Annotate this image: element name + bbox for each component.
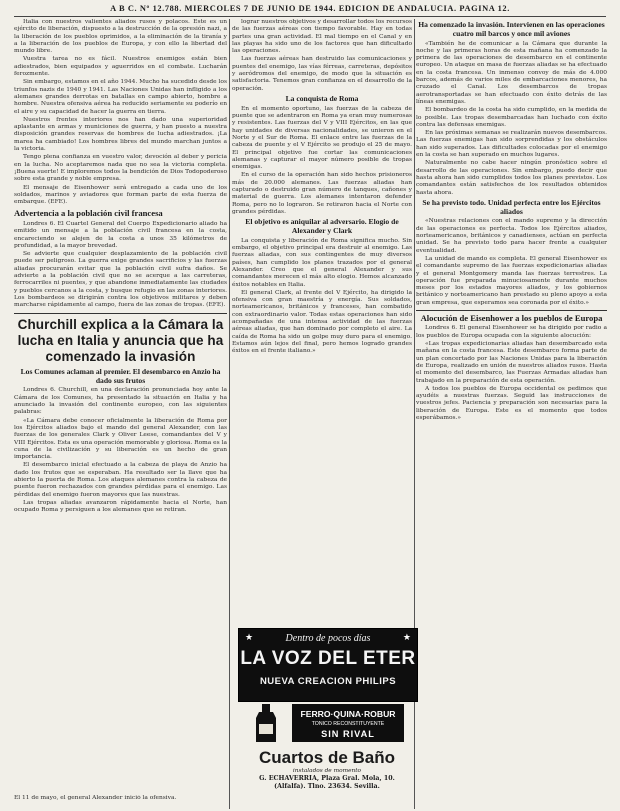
paragraph: A todos los pueblos de Europa occidental os pedimos que ayudéis a nuestras fuerzas. Seguid las instrucciones de vuestros jefes. Paciencia y preparación son necesarias para la liberación de Europa. Este es el momento que todos esperábamos.» bbox=[416, 385, 607, 422]
section-heading: Se ha previsto todo. Unidad perfecta entre los Ejércitos aliados bbox=[422, 197, 601, 216]
page-header: A B C. Nº 12.788. MIERCOLES 7 DE JUNIO DE 1944. EDICION DE ANDALUCIA. PAGINA 12. bbox=[14, 4, 606, 17]
paragraph: El mensaje de Eisenhower será entregado a cada uno de los soldados, marinos y aviadores que forman parte de esta fuerza de embarque. (EFE). bbox=[14, 184, 227, 206]
radio-advertisement bbox=[238, 628, 418, 702]
ad-tonic-line2: TONICO RECONSTITUYENTE bbox=[311, 721, 385, 727]
paragraph: «La Cámara debe conocer oficialmente la liberación de Roma por los Ejércitos aliados bajo el mando del general Alexander, con las fuerzas de los generales Clark y Oliver Leese, comandantes del V y VIII Ejércitos. Esta es una operación memorable y gloriosa. Roma es la cuna de la civilización y su liberación es un hecho de gran importancia. bbox=[14, 417, 227, 461]
paragraph: Italia con nuestros valientes aliados rusos y polacos. Este es un ejército de liberación, dispuesto a la destrucción de la opresión nazi, a la liberación de los pueblos oprimidos, a la eliminación de la tiranía y a la liberación de los pueblos de Europa, y con ello la libertad del mundo libre. bbox=[14, 19, 227, 55]
paragraph: El bombardeo de la costa ha sido cumplido, en la medida de lo posible. Las tropas desembarcadas han luchado con éxito contra las defensas enemigas. bbox=[416, 107, 607, 128]
subheadline: Los Comunes aclaman al premier. El desembarco en Anzio ha dado sus frutos bbox=[20, 366, 221, 385]
paragraph: «También he de comunicar a la Cámara que durante la noche y las primeras horas de esta mañana ha comenzado la primera de las operaciones de desembarco en el continente europeo. Un ataque en masa de fuerzas aliadas se ha efectuado en la costa francesa. Un inmenso convoy de más de 4.000 barcos, además de varios miles de embarcaciones menores, ha cruzado el Canal. Los desembarcos de tropas aerotransportadas se han efectuado con éxito detrás de las líneas enemigas. bbox=[416, 40, 607, 105]
paragraph: Tengo plena confianza en vuestro valor, devoción al deber y pericia en la lucha. No aceptaremos nada que no sea la victoria completa. ¡Buena suerte! E imploremos todos la bendición de Dios Todopoderoso sobre esta grande y noble empresa. bbox=[14, 154, 227, 183]
paragraph: Se advierte que cualquier desplazamiento de la población civil puede ser peligroso. La guerra exige grandes sacrificios y las fuerzas aliadas procurarán evitar que la población civil sufra daños. Se advierte a la población civil que no se acerque a las carreteras, ferrocarriles ni puentes, y que abandone inmediatamente las ciudades y pueblos cercanos a la costa, y busque refugio en las zonas interiores. Los bombardeos se dirigirán contra los objetivos militares y deben marcharse rápidamente al campo, fuera de las zonas de tropas. (EFE). bbox=[14, 251, 227, 309]
section-heading: El objetivo es aniquilar al adversario. Elogio de Alexander y Clark bbox=[245, 217, 399, 236]
paragraph: Londres 6. El general Eisenhower se ha dirigido por radio a los pueblos de Europa ocupada con la siguiente alocución: bbox=[416, 325, 607, 339]
ad-radio-line3: NUEVA CREACION PHILIPS bbox=[259, 676, 397, 687]
bottom-text: El 11 de mayo, el general Alexander inició la ofensiva. bbox=[14, 795, 177, 801]
article-heading: Advertencia a la población civil francesa bbox=[14, 208, 163, 219]
ad-tonic-line1: FERRO·QUINA·ROBUR bbox=[300, 709, 396, 719]
paragraph: Las tropas aliadas avanzaron rápidamente hacia el Norte, han ocupado Roma y persiguen a los alemanes que se retiran. bbox=[14, 499, 227, 514]
paragraph: El desembarco inicial efectuado a la cabeza de playa de Anzio ha dado los frutos que se esperaban. Ha resultado ser la llave que ha abierto la puerta de Roma. Los ataques alemanes contra la cabeza de puente fueron rechazados con grandes pérdidas para el enemigo. Las pérdidas del enemigo fueron mayores que las nuestras. bbox=[14, 462, 227, 498]
tonic-advertisement bbox=[292, 704, 404, 742]
section-heading: La conquista de Roma bbox=[285, 93, 359, 103]
paragraph: Naturalmente no cabe hacer ningún pronóstico sobre el desarrollo de las operaciones. Sin embargo, puedo decir que hasta ahora han sido cumplidos todos los planes previstos. Los comandantes están satisfechos de los resultados obtenidos hasta ahora. bbox=[416, 160, 607, 196]
ad-bath-line2: (Alfalfa). Tlno. 23634. Sevilla. bbox=[274, 783, 380, 790]
section-heading: Ha comenzado la invasión. Intervienen en las operaciones cuatro mil barcos y once mil aviones bbox=[418, 20, 605, 38]
paragraph: «Nuestras relaciones con el mando supremo y la dirección de las operaciones es perfecta. Todos los Ejércitos aliados, norteamericanos, británicos y canadienses, actúan en perfecta unidad. Se ha previsto todo para hacer frente a cualquier eventualidad. bbox=[416, 218, 607, 254]
paragraph: Nuestros frentes interiores nos han dado una superioridad aplastante en armas y municiones de guerra, y han puesto a nuestra disposición grandes reservas de hombres de lucha adiestrados. ¡La marea ha cambiado! Los hombres libres del mundo marchan juntos a la victoria. bbox=[14, 116, 227, 153]
ad-bath-line1: G. ECHAVERRIA, Plaza Gral. Mola, 10. bbox=[259, 775, 395, 782]
star-icon: ★ bbox=[402, 633, 411, 643]
paragraph: Londres 6. Churchill, en una declaración pronunciada hoy ante la Cámara de los Comunes, ha presentado la situación en Italia y ha anunciado la invasión del continente europeo, con las siguientes palabras: bbox=[14, 387, 227, 416]
column-1 bbox=[14, 19, 227, 809]
ad-bath-sub: instalados de momento bbox=[292, 768, 362, 774]
paragraph: lograr nuestros objetivos y desarrollar todos los recursos de las fuerzas aéreas con tiempo favorable. Hay en todas partes una gran actividad. El mal tiempo en el Canal y en las playas ha sido uno de los factores que han dificultado las operaciones. bbox=[232, 19, 412, 55]
paragraph: La conquista y liberación de Roma significa mucho. Sin embargo, el objetivo principal era destruir al enemigo. Las fuerzas aliadas, con sus contingentes de muy diversos países, han cumplido los planes trazados por el general Alexander. Creo que el general Alexander y sus comandantes merecen el más alto elogio. Hemos alcanzado éxitos notables en Italia. bbox=[232, 237, 412, 288]
column-3 bbox=[416, 19, 607, 809]
article-heading: Alocución de Eisenhower a los pueblos de Europa bbox=[416, 310, 607, 324]
ad-radio-line2: LA VOZ DEL ETER bbox=[240, 648, 416, 669]
paragraph: En las próximas semanas se realizarán nuevos desembarcos. Las fuerzas enemigas han sido sorprendidas y los obstáculos han sido superados. Las dificultades colocadas por el enemigo en la costa se han superado en muchos lugares. bbox=[416, 130, 607, 159]
paragraph: Sin embargo, estamos en el año 1944. Mucho ha sucedido desde los triunfos nazis de 1940 y 1941. Las Naciones Unidas han infligido a los alemanes grandes derrotas en batallas en campo abierto, hombre a hombre. Nuestra ofensiva aérea ha reducido seriamente su poderío en el aire y su capacidad de hacer la guerra en tierra. bbox=[14, 79, 227, 115]
paragraph: Las fuerzas aéreas han destruido las comunicaciones y puentes del enemigo, las vías férreas, carreteras, depósitos y aeródromos del enemigo, de modo que la situación es satisfactoria. Tenemos gran confianza en el desarrollo de la operación. bbox=[232, 56, 412, 92]
column-2 bbox=[232, 19, 412, 622]
paragraph: En el curso de la operación han sido hechos prisioneros más de 20.000 alemanes. Las fuerzas aliadas han capturado o destruido gran número de tanques, cañones y material de guerra. Los alemanes intentaron defender Roma, pero no lo lograron. Se retiraron hacia el Norte con grandes pérdidas. bbox=[232, 172, 412, 215]
paragraph: En el momento oportuno, las fuerzas de la cabeza de puente que se adentraron en Roma ya eran muy numerosas y resistentes. Las fuerzas del V y VIII Ejércitos, en las que hay unidades de diversas nacionalidades, se unieron en el Norte y el Sur de Roma. El enlace entre las fuerzas de la cabeza de puente y el V Ejército se produjo el 25 de mayo. El principal objetivo fue cortar las comunicaciones alemanas y capturar el mayor número posible de tropas enemigas. bbox=[232, 105, 412, 171]
ad-radio-line1: Dentro de pocos días bbox=[285, 633, 371, 644]
paragraph: El general Clark, al frente del V Ejército, ha dirigido la ofensiva con gran maestría y energía. Sus soldados, norteamericanos, británicos y franceses, han combatido con extraordinario valor. Todas estas operaciones han sido acompañadas de una intensa actividad de las fuerzas aéreas aliadas, que han dominado por completo el aire. La caída de Roma ha sido un golpe muy duro para el enemigo. Estamos aún lejos del final, pero hemos logrado grandes éxitos en el frente italiano.» bbox=[232, 289, 412, 355]
bathroom-advertisement bbox=[238, 748, 416, 808]
headline-churchill: Churchill explica a la Cámara la lucha en Italia y anuncia que ha comenzado la invasión bbox=[14, 313, 227, 364]
ad-tonic-line3: SIN RIVAL bbox=[321, 729, 375, 739]
paragraph: Vuestra tarea no es fácil. Nuestros enemigos están bien adiestrados, bien equipados y aguerridos en el combate. Lucharán ferozmente. bbox=[14, 56, 227, 78]
column-divider bbox=[229, 19, 230, 809]
paragraph: Londres 6. El Cuartel General del Cuerpo Expedicionario aliado ha emitido un mensaje a la población civil francesa en la costa, encareciendo se alejen de la costa a unos 35 kilómetros de profundidad, a la mayor brevedad. bbox=[14, 220, 227, 249]
paragraph: La unidad de mando es completa. El general Eisenhower es el comandante supremo de las fuerzas expedicionarias aliadas y el general Montgomery manda las fuerzas terrestres. La operación fue preparada minuciosamente durante muchos meses por los estados mayores aliados, y los gobiernos británico y norteamericano han prestado su pleno apoyo a esta gran empresa, que esperamos sea coronada por el éxito.» bbox=[416, 255, 607, 306]
paragraph: «Las tropas expedicionarias aliadas han desembarcado esta mañana en la costa francesa. Este desembarco forma parte de un plan concertado por las Naciones Unidas para la liberación de Europa, realizado en unión de nuestros aliados rusos. Hasta el momento del desembarco, las Fuerzas Armadas aliadas han trabajado en la preparación de esta operación. bbox=[416, 341, 607, 384]
star-icon: ★ bbox=[245, 633, 254, 643]
bottle-icon bbox=[246, 702, 286, 744]
ad-bath-title: Cuartos de Baño bbox=[258, 748, 396, 767]
